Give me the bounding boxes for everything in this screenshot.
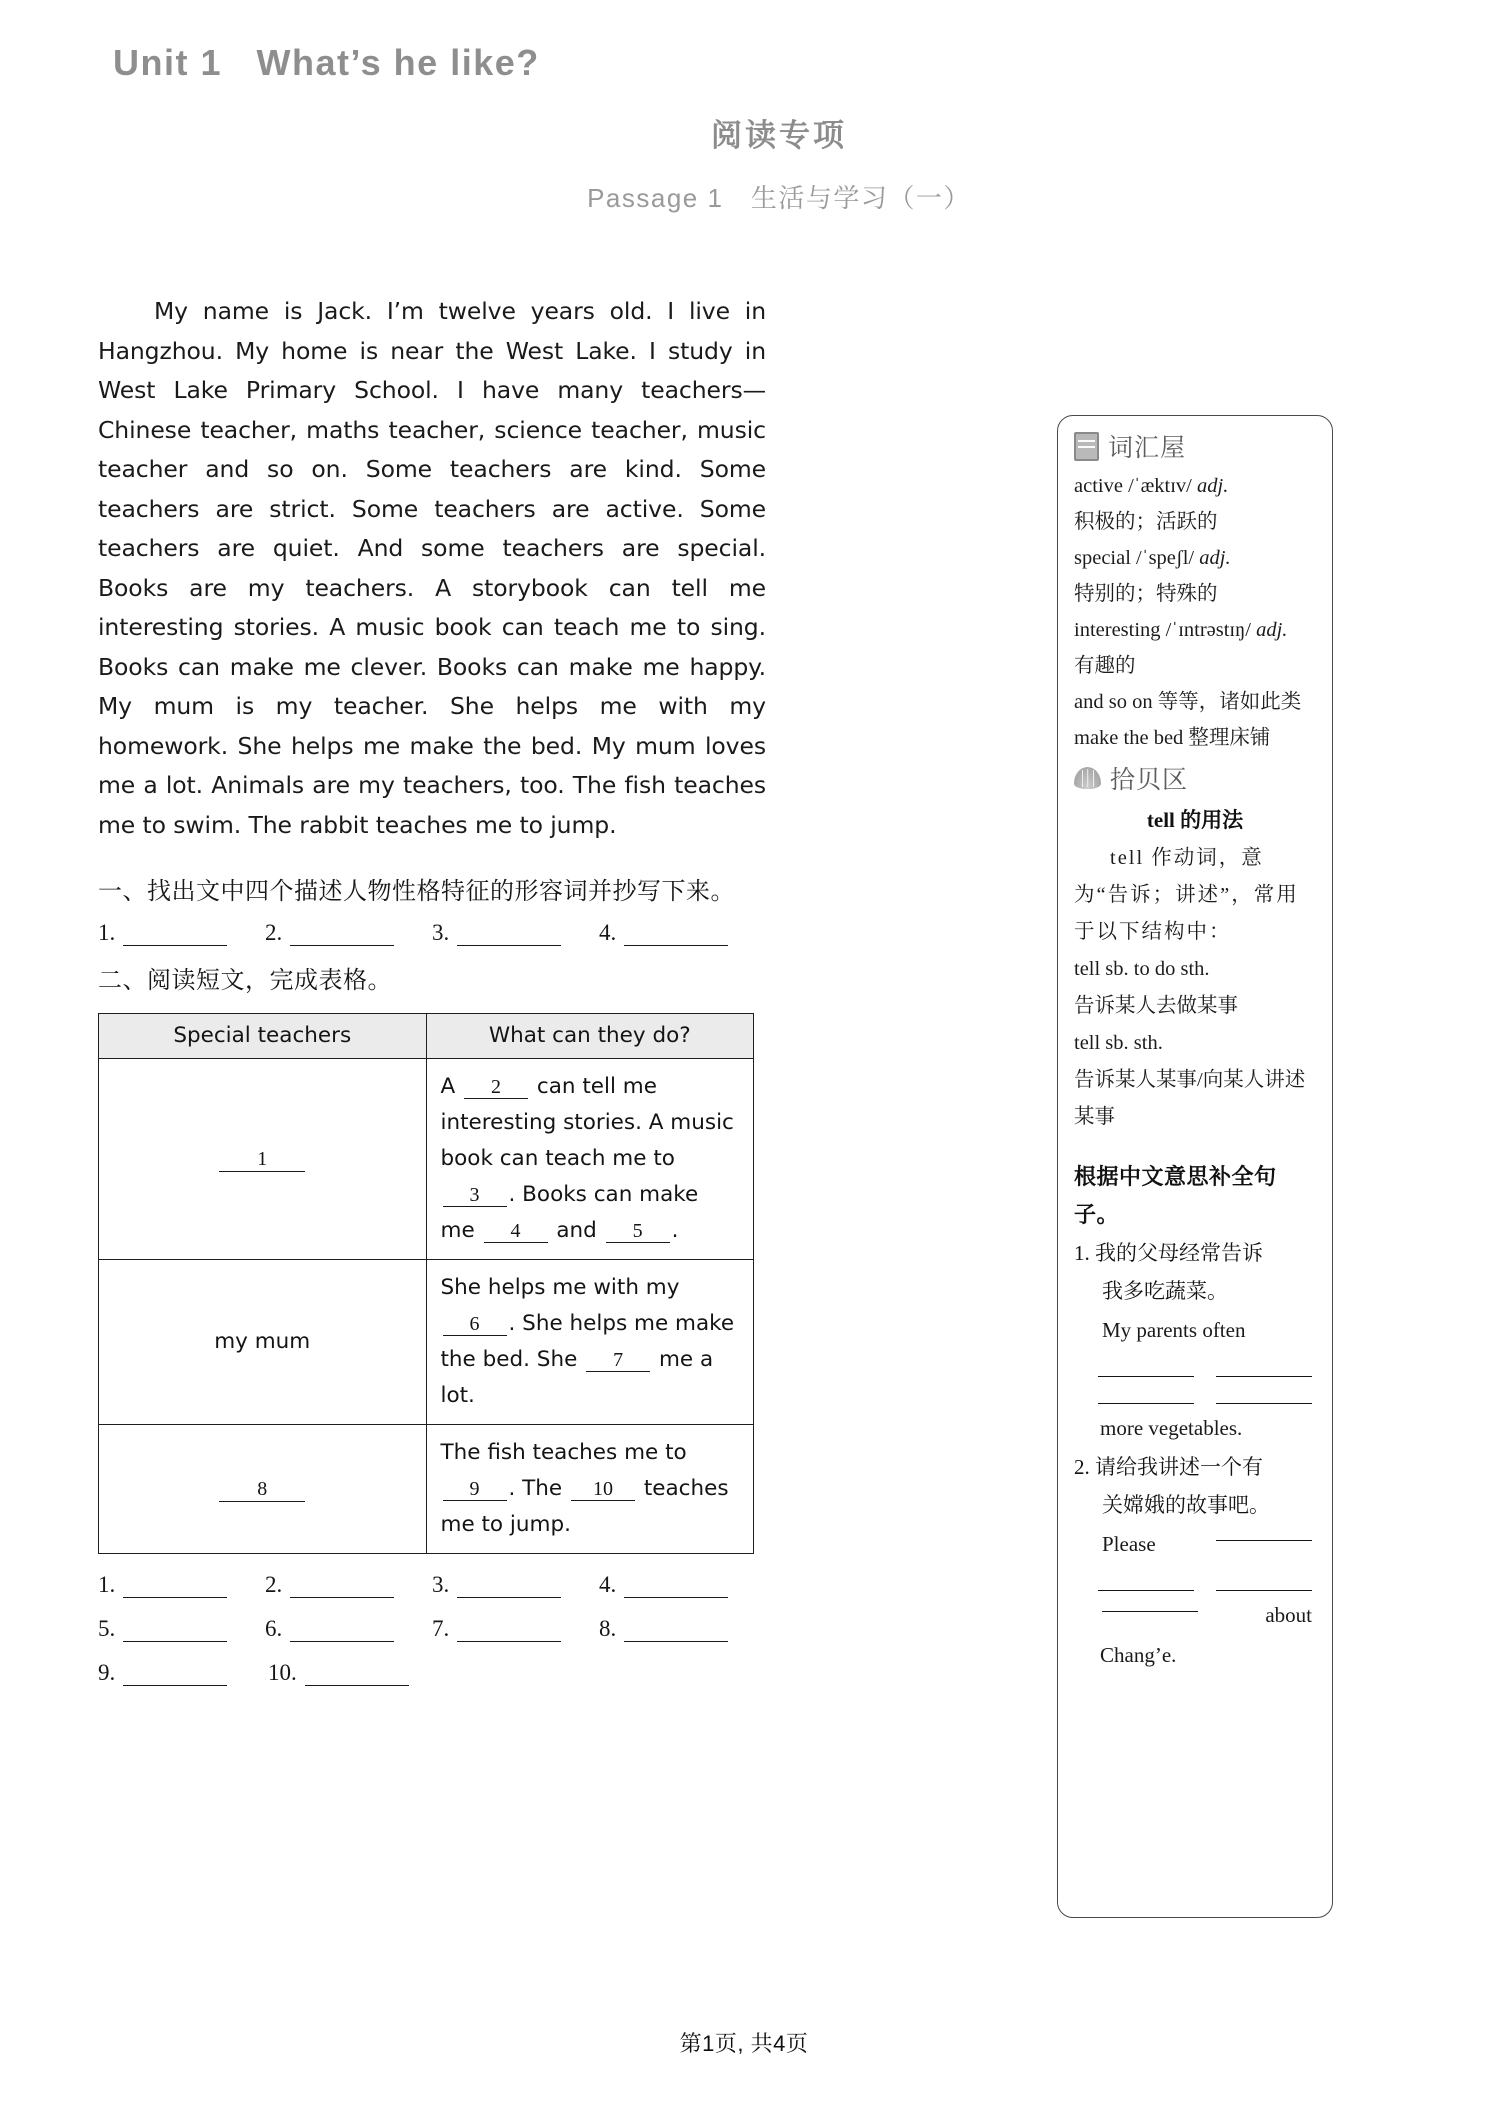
translate-en-lead: Please bbox=[1102, 1532, 1156, 1556]
table-row bbox=[99, 1425, 754, 1554]
table-row bbox=[99, 1260, 754, 1425]
exercise-one-blank-row bbox=[98, 920, 766, 946]
answer-rule[interactable] bbox=[1216, 1387, 1312, 1404]
blank-item[interactable] bbox=[98, 920, 265, 946]
answer-row bbox=[98, 1616, 766, 1642]
table-cell-teacher: my mum bbox=[99, 1260, 427, 1425]
main-content-column bbox=[98, 292, 766, 1686]
column-header-what-can-they-do: What can they do? bbox=[426, 1014, 754, 1059]
table-cell-teacher[interactable] bbox=[99, 1425, 427, 1554]
tips-title bbox=[1074, 800, 1316, 840]
blank-item[interactable] bbox=[432, 920, 599, 946]
vocab-entry bbox=[1074, 612, 1316, 648]
answer-blank[interactable]: 5 bbox=[606, 1220, 670, 1243]
table-cell-description: The fish teaches me to 9 . The 10 teaches me to jump. bbox=[426, 1425, 754, 1554]
answer-rule[interactable] bbox=[457, 1624, 561, 1642]
answer-rule[interactable] bbox=[624, 1624, 728, 1642]
blank-item[interactable] bbox=[599, 920, 766, 946]
vocab-phonetic: /ˈɪntrəstɪŋ/ bbox=[1165, 619, 1257, 641]
page-title: Unit 1 What’s he like? bbox=[113, 42, 540, 83]
translate-zh-text: 我多吃蔬菜。 bbox=[1102, 1279, 1228, 1303]
table-cell-description: She helps me with my 6 . She helps me make the bed. She 7 me a lot. bbox=[426, 1260, 754, 1425]
answer-rule[interactable] bbox=[457, 928, 561, 946]
translate-item-2 bbox=[1074, 1448, 1316, 1524]
answer-blank[interactable]: 4 bbox=[484, 1220, 548, 1243]
tips-structure-en: tell sb. sth. bbox=[1074, 1032, 1163, 1054]
blank-number: 1. bbox=[98, 1572, 116, 1597]
answer-rule[interactable] bbox=[1102, 1595, 1198, 1612]
vocab-entry bbox=[1074, 684, 1316, 720]
blank-number: 10. bbox=[268, 1660, 297, 1685]
blank-item[interactable] bbox=[432, 1572, 599, 1598]
book-icon bbox=[1074, 432, 1099, 461]
answer-rule[interactable] bbox=[290, 928, 394, 946]
answer-rule[interactable] bbox=[1098, 1360, 1194, 1377]
exercise-two-answer-grid bbox=[98, 1572, 766, 1686]
translate-zh-text: 请给我讲述一个有 bbox=[1095, 1455, 1263, 1479]
translate-item-number: 1. bbox=[1074, 1241, 1090, 1265]
exercise-one-heading: 一、找出文中四个描述人物性格特征的形容词并抄写下来。 bbox=[98, 879, 735, 905]
tips-structure-zh: 告诉某人去做某事 bbox=[1074, 995, 1238, 1017]
translate-blank-row bbox=[1074, 1387, 1316, 1404]
answer-row bbox=[98, 1660, 766, 1686]
answer-rule[interactable] bbox=[123, 1580, 227, 1598]
translate-zh-text: 我的父母经常告诉 bbox=[1095, 1241, 1263, 1265]
vocab-entry bbox=[1074, 540, 1316, 576]
translate-item-number: 2. bbox=[1074, 1455, 1090, 1479]
exercise-table bbox=[98, 1013, 754, 1554]
answer-rule[interactable] bbox=[624, 928, 728, 946]
blank-item[interactable] bbox=[268, 1660, 438, 1686]
table-header-row bbox=[99, 1014, 754, 1059]
vocab-entry bbox=[1074, 468, 1316, 504]
answer-rule[interactable] bbox=[1216, 1574, 1312, 1591]
blank-item[interactable] bbox=[432, 1616, 599, 1642]
blank-item[interactable] bbox=[599, 1616, 766, 1642]
translate-item-1 bbox=[1074, 1234, 1316, 1310]
tips-structure-list bbox=[1074, 951, 1316, 1136]
shell-icon bbox=[1074, 767, 1101, 789]
tips-title-rest: 的用法 bbox=[1174, 808, 1244, 832]
translate-en-mid-row bbox=[1074, 1595, 1316, 1635]
blank-number: 5. bbox=[98, 1616, 116, 1641]
answer-rule[interactable] bbox=[123, 1624, 227, 1642]
blank-number: 3. bbox=[432, 920, 450, 945]
vocab-section-label: 词汇屋 bbox=[1108, 434, 1187, 462]
table-cell-teacher[interactable] bbox=[99, 1059, 427, 1260]
answer-rule[interactable] bbox=[290, 1624, 394, 1642]
vocab-word: special bbox=[1074, 547, 1137, 569]
blank-number: 8. bbox=[599, 1616, 617, 1641]
translate-zh-line bbox=[1074, 1448, 1316, 1486]
answer-rule[interactable] bbox=[1098, 1574, 1194, 1591]
blank-number: 1. bbox=[98, 920, 116, 945]
vocab-word: active bbox=[1074, 475, 1129, 497]
vocab-phonetic: /ˈæktɪv/ bbox=[1128, 475, 1197, 497]
vocab-phonetic: /ˈspeʃl/ bbox=[1136, 547, 1200, 569]
vocab-word: and so on bbox=[1074, 691, 1158, 713]
column-header-special-teachers: Special teachers bbox=[99, 1014, 427, 1059]
tips-section-label: 拾贝区 bbox=[1110, 766, 1189, 794]
table-body bbox=[99, 1059, 754, 1554]
answer-rule[interactable] bbox=[457, 1580, 561, 1598]
translate-en-lead: My parents often bbox=[1102, 1318, 1246, 1342]
tips-structure-en: tell sb. to do sth. bbox=[1074, 958, 1210, 980]
answer-blank[interactable]: 2 bbox=[464, 1076, 528, 1099]
vocab-section-header bbox=[1074, 428, 1316, 464]
vocab-meaning: 有趣的 bbox=[1074, 655, 1136, 677]
vocab-entry bbox=[1074, 720, 1316, 756]
vocab-meaning: 特别的；特殊的 bbox=[1074, 583, 1218, 605]
answer-rule[interactable] bbox=[123, 928, 227, 946]
answer-blank[interactable]: 1 bbox=[219, 1147, 305, 1172]
answer-rule[interactable] bbox=[123, 1668, 227, 1686]
blank-number: 2. bbox=[265, 920, 283, 945]
translate-en-lead-row bbox=[1074, 1524, 1316, 1564]
sidebar-panel bbox=[1057, 415, 1333, 1918]
blank-item[interactable] bbox=[98, 1660, 268, 1686]
blank-number: 4. bbox=[599, 920, 617, 945]
answer-rule[interactable] bbox=[1216, 1360, 1312, 1377]
vocab-entry-list bbox=[1074, 468, 1316, 756]
vocab-pos: adj. bbox=[1197, 475, 1229, 497]
tips-section-header bbox=[1074, 760, 1316, 796]
blank-number: 6. bbox=[265, 1616, 283, 1641]
tips-title-word: tell bbox=[1146, 808, 1175, 832]
translate-en-mid: about bbox=[1265, 1603, 1312, 1627]
translate-en-tail: more vegetables. bbox=[1100, 1416, 1243, 1440]
answer-rule[interactable] bbox=[290, 1580, 394, 1598]
vocab-word: make the bed bbox=[1074, 727, 1189, 749]
translate-zh-line bbox=[1074, 1234, 1316, 1272]
answer-blank[interactable]: 10 bbox=[571, 1478, 635, 1501]
answer-rule[interactable] bbox=[1098, 1387, 1194, 1404]
table-cell-description: A 2 can tell me interesting stories. A music book can teach me to 3 . Books can make me 4 and 5 . bbox=[426, 1059, 754, 1260]
translate-blank-row bbox=[1074, 1360, 1316, 1377]
blank-item[interactable] bbox=[98, 1572, 265, 1598]
answer-rule[interactable] bbox=[624, 1580, 728, 1598]
blank-number: 3. bbox=[432, 1572, 450, 1597]
translate-blank-row bbox=[1074, 1574, 1316, 1591]
blank-number: 4. bbox=[599, 1572, 617, 1597]
translate-zh-text: 关嫦娥的故事吧。 bbox=[1102, 1493, 1270, 1517]
blank-item[interactable] bbox=[98, 1616, 265, 1642]
blank-number: 7. bbox=[432, 1616, 450, 1641]
page-footer: 第1页, 共4页 bbox=[679, 2031, 809, 2056]
answer-blank[interactable]: 9 bbox=[443, 1478, 507, 1501]
answer-rule[interactable] bbox=[1216, 1524, 1312, 1541]
tips-intro-text bbox=[1074, 840, 1316, 951]
answer-rule[interactable] bbox=[305, 1668, 409, 1686]
answer-blank[interactable]: 3 bbox=[443, 1184, 507, 1207]
vocab-meaning: 等等，诸如此类 bbox=[1157, 691, 1302, 713]
blank-number: 2. bbox=[265, 1572, 283, 1597]
translate-section-title: 根据中文意思补全句子。 bbox=[1074, 1164, 1277, 1227]
table-row bbox=[99, 1059, 754, 1260]
vocab-word: interesting bbox=[1074, 619, 1166, 641]
blank-number: 9. bbox=[98, 1660, 116, 1685]
tips-structure-zh: 告诉某人某事/向某人讲述某事 bbox=[1074, 1069, 1306, 1128]
vocab-pos: adj. bbox=[1256, 619, 1288, 641]
vocab-pos: adj. bbox=[1199, 547, 1231, 569]
tips-intro-line: tell 作动词，意为“告诉；讲述”，常用于以下结构中： bbox=[1074, 847, 1299, 943]
blank-item[interactable] bbox=[599, 1572, 766, 1598]
vocab-meaning: 积极的；活跃的 bbox=[1074, 511, 1218, 533]
translate-en-tail: Chang’e. bbox=[1100, 1643, 1177, 1667]
answer-blank[interactable]: 7 bbox=[586, 1349, 650, 1372]
answer-blank[interactable]: 6 bbox=[443, 1313, 507, 1336]
blank-item[interactable] bbox=[265, 1572, 432, 1598]
blank-item[interactable] bbox=[265, 1616, 432, 1642]
answer-blank[interactable]: 8 bbox=[219, 1477, 305, 1502]
answer-row bbox=[98, 1572, 766, 1598]
vocab-meaning: 整理床铺 bbox=[1188, 727, 1271, 749]
exercise-two-heading: 二、阅读短文，完成表格。 bbox=[98, 968, 392, 994]
blank-item[interactable] bbox=[265, 920, 432, 946]
section-title: 阅读专项 bbox=[711, 118, 847, 153]
reading-passage: My name is Jack. I’m twelve years old. I live in Hangzhou. My home is near the West Lake. I study in West Lake Primary School. I have many teachers—Chinese teacher, maths teacher, science teacher, music teacher and so on. Some teachers are kind. Some teachers are strict. Some teachers are active. Some teachers are quiet. And some teachers are special. Books are my teachers. A storybook can tell me interesting stories. A music book can teach me to sing. Books can make me clever. Books can make me happy. My mum is my teacher. She helps me with my homework. She helps me make the bed. My mum loves me a lot. Animals are my teachers, too. The fish teaches me to swim. The rabbit teaches me to jump. bbox=[98, 297, 766, 839]
passage-title: Passage 1 生活与学习（一） bbox=[587, 183, 971, 213]
